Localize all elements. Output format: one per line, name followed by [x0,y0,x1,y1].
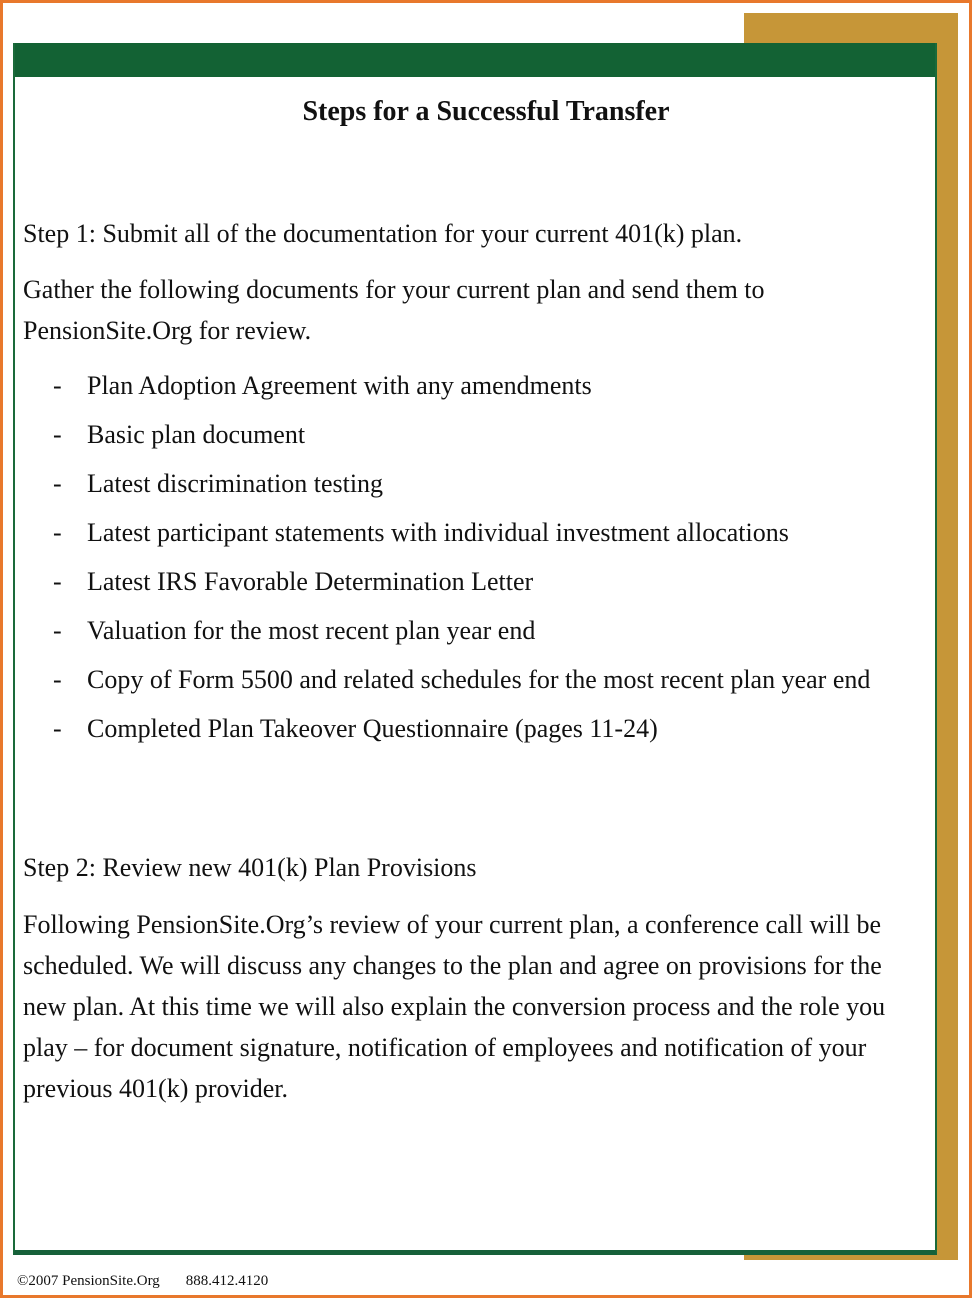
page-title: Steps for a Successful Transfer [302,96,670,127]
list-item-text: Latest discrimination testing [87,469,384,498]
list-item-text: Completed Plan Takeover Questionnaire (pages 11-24) [87,714,658,743]
list-item [23,467,903,500]
list-item [23,418,903,451]
list-item [23,614,903,647]
dash-bullet: - [53,567,62,596]
list-item-text: Valuation for the most recent plan year end [87,616,536,645]
dash-bullet: - [53,518,62,547]
dash-bullet: - [53,616,62,645]
step1-heading: Step 1: Submit all of the documentation for your current 401(k) plan. [23,219,743,248]
footer [17,1273,268,1290]
list-item-text: Plan Adoption Agreement with any amendments [87,371,592,400]
documents-list [23,369,903,761]
list-item [23,516,903,549]
step2-body: Following PensionSite.Org’s review of your current plan, a conference call will be scheduled. We will discuss any changes to the plan and agree on provisions for the new plan. At this time we will also explain the conversion process and the role you play – for document signature, notification of employees and notification of your previous 401(k) provider. [23,910,886,1103]
dash-bullet: - [53,665,62,694]
step2-heading: Step 2: Review new 401(k) Plan Provisions [23,853,477,882]
list-item [23,565,903,598]
list-item-text: Latest IRS Favorable Determination Letter [87,567,534,596]
dash-bullet: - [53,371,62,400]
list-item [23,663,903,696]
list-item [23,712,903,745]
list-item-text: Copy of Form 5500 and related schedules for the most recent plan year end [87,665,871,694]
list-item-text: Basic plan document [87,420,306,449]
dash-bullet: - [53,714,62,743]
list-item [23,369,903,402]
list-item-text: Latest participant statements with individual investment allocations [87,518,789,547]
dash-bullet: - [53,420,62,449]
green-header-band [15,43,935,77]
footer-copyright: ©2007 PensionSite.Org [17,1273,160,1289]
step1-intro: Gather the following documents for your current plan and send them to PensionSite.Org for review. [23,275,765,345]
dash-bullet: - [53,469,62,498]
footer-phone: 888.412.4120 [185,1273,269,1289]
